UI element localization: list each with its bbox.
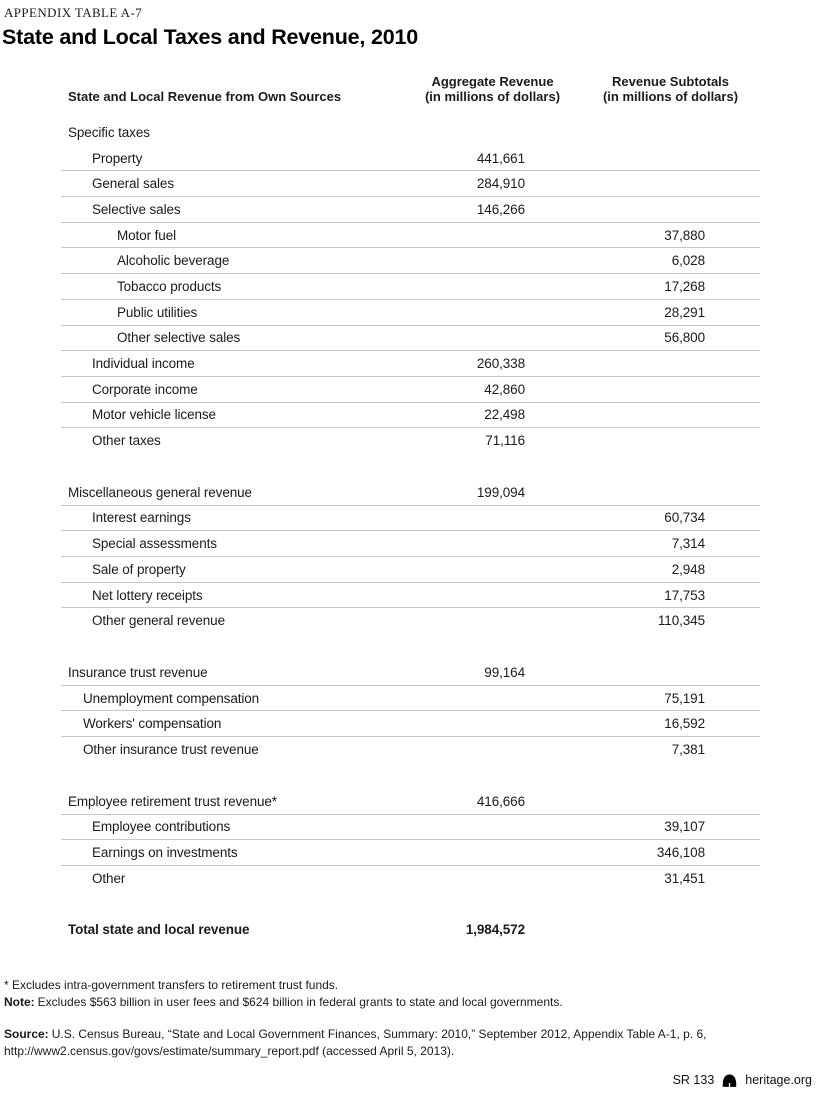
subtotal-value: 56,800: [664, 330, 705, 346]
table-row: [61, 840, 760, 866]
subtotal-value: 28,291: [664, 304, 705, 320]
row-label: Miscellaneous general revenue: [68, 484, 252, 500]
column-header-own-sources: State and Local Revenue from Own Sources: [68, 88, 342, 104]
aggregate-value: 146,266: [476, 201, 525, 217]
table-row: [61, 351, 760, 377]
column-header-revenue-subtotals: [578, 75, 763, 104]
column-header-line: (in millions of dollars): [602, 88, 739, 104]
table-row: [61, 686, 760, 712]
row-label: Individual income: [92, 356, 195, 372]
table-row: [61, 274, 760, 300]
aggregate-value: 441,661: [476, 150, 525, 166]
aggregate-value: 1,984,572: [465, 922, 525, 938]
subtotal-value: 17,268: [664, 278, 705, 294]
row-label: Corporate income: [92, 381, 198, 397]
row-label: Earnings on investments: [92, 845, 238, 861]
row-label: Other selective sales: [117, 330, 241, 346]
table-row: [61, 608, 760, 634]
table-column-headers: [0, 70, 825, 104]
aggregate-value: 199,094: [476, 484, 525, 500]
table-row: [61, 789, 760, 815]
column-header-line: Aggregate Revenue: [431, 74, 554, 89]
aggregate-value: 22,498: [484, 407, 525, 423]
row-label: Tobacco products: [117, 278, 222, 294]
column-header-line: (in millions of dollars): [424, 88, 561, 104]
footnote-note: [4, 994, 794, 1011]
subtotal-value: 346,108: [656, 845, 705, 861]
report-id: SR 133: [672, 1073, 715, 1087]
table-row: [61, 377, 760, 403]
row-label: Other general revenue: [92, 613, 225, 629]
column-header-aggregate-revenue: [400, 75, 585, 104]
column-header-line: Revenue Subtotals: [611, 74, 730, 89]
aggregate-value: 260,338: [476, 356, 525, 372]
source-label: Source:: [4, 1027, 49, 1041]
row-label: Property: [92, 150, 143, 166]
row-label: Unemployment compensation: [83, 690, 260, 706]
table-row: [61, 711, 760, 737]
table-row: [61, 737, 760, 763]
subtotal-value: 60,734: [664, 510, 705, 526]
aggregate-value: 71,116: [485, 433, 525, 449]
table-section: [61, 660, 760, 763]
row-label: General sales: [92, 176, 174, 192]
subtotal-value: 75,191: [664, 690, 705, 706]
row-label: Motor vehicle license: [92, 407, 216, 423]
table-row: [61, 146, 760, 172]
appendix-label: APPENDIX TABLE A-7: [4, 5, 143, 20]
row-label: Other taxes: [92, 433, 161, 449]
subtotal-value: 7,314: [671, 536, 705, 552]
subtotal-value: 17,753: [664, 587, 705, 603]
table-row: [61, 660, 760, 686]
subtotal-value: 39,107: [664, 819, 705, 835]
row-label: Employee retirement trust revenue*: [68, 793, 277, 809]
subtotal-value: 16,592: [664, 716, 705, 732]
footnotes: [4, 977, 794, 1011]
subtotal-value: 31,451: [664, 870, 705, 886]
table-section: [61, 480, 760, 634]
page-footer: [673, 1072, 812, 1088]
note-text: Excludes $563 billion in user fees and $624 billion in federal grants to state and local governments.: [37, 995, 563, 1009]
row-label: Sale of property: [92, 561, 186, 577]
table-row: [61, 480, 760, 506]
table-row: [61, 248, 760, 274]
row-label: Insurance trust revenue: [68, 664, 208, 680]
row-label: Special assessments: [92, 536, 217, 552]
row-label: Employee contributions: [92, 819, 231, 835]
subtotal-value: 6,028: [671, 253, 705, 269]
table-section: [61, 120, 760, 454]
row-label: Other: [92, 870, 126, 886]
aggregate-value: 42,860: [484, 381, 525, 397]
table-row: [61, 197, 760, 223]
table-section: [61, 918, 760, 944]
note-label: Note:: [4, 995, 35, 1009]
table-section: [61, 789, 760, 892]
page-title: State and Local Taxes and Revenue, 2010: [2, 25, 419, 49]
table-row: [61, 428, 760, 454]
liberty-bell-icon: [721, 1073, 738, 1088]
table-row: [61, 866, 760, 892]
subtotal-value: 7,381: [671, 741, 705, 757]
table-row: [61, 223, 760, 249]
aggregate-value: 99,164: [484, 664, 525, 680]
footnote-asterisk: * Excludes intra-government transfers to retirement trust funds.: [4, 978, 339, 992]
source-note: [4, 1026, 770, 1060]
row-label: Total state and local revenue: [68, 922, 250, 938]
row-label: Interest earnings: [92, 510, 191, 526]
subtotal-value: 2,948: [671, 561, 705, 577]
brand-domain: heritage.org: [745, 1073, 812, 1087]
table-body: [61, 120, 760, 943]
row-label: Public utilities: [117, 304, 198, 320]
subtotal-value: 37,880: [664, 227, 705, 243]
table-row: [61, 326, 760, 352]
table-row: [61, 557, 760, 583]
table-row: [61, 918, 760, 944]
table-row: [61, 300, 760, 326]
source-text: U.S. Census Bureau, “State and Local Government Finances, Summary: 2010,” September 2012, Appendix Table A-1, p. 6, http://www2.census.gov/govs/estimate/summary_report.pdf (accessed April 5, 2013).: [4, 1027, 707, 1058]
row-label: Motor fuel: [117, 227, 177, 243]
table-row: [61, 583, 760, 609]
table-row: [61, 506, 760, 532]
row-label: Net lottery receipts: [92, 587, 203, 603]
table-row: [61, 120, 760, 146]
row-label: Alcoholic beverage: [117, 253, 230, 269]
subtotal-value: 110,345: [657, 613, 705, 629]
aggregate-value: 416,666: [476, 793, 525, 809]
table-row: [61, 815, 760, 841]
table-row: [61, 403, 760, 429]
table-row: [61, 171, 760, 197]
table-row: [61, 531, 760, 557]
row-label: Other insurance trust revenue: [83, 741, 259, 757]
row-label: Workers' compensation: [83, 716, 222, 732]
row-label: Specific taxes: [68, 124, 150, 140]
aggregate-value: 284,910: [476, 176, 525, 192]
row-label: Selective sales: [92, 201, 181, 217]
